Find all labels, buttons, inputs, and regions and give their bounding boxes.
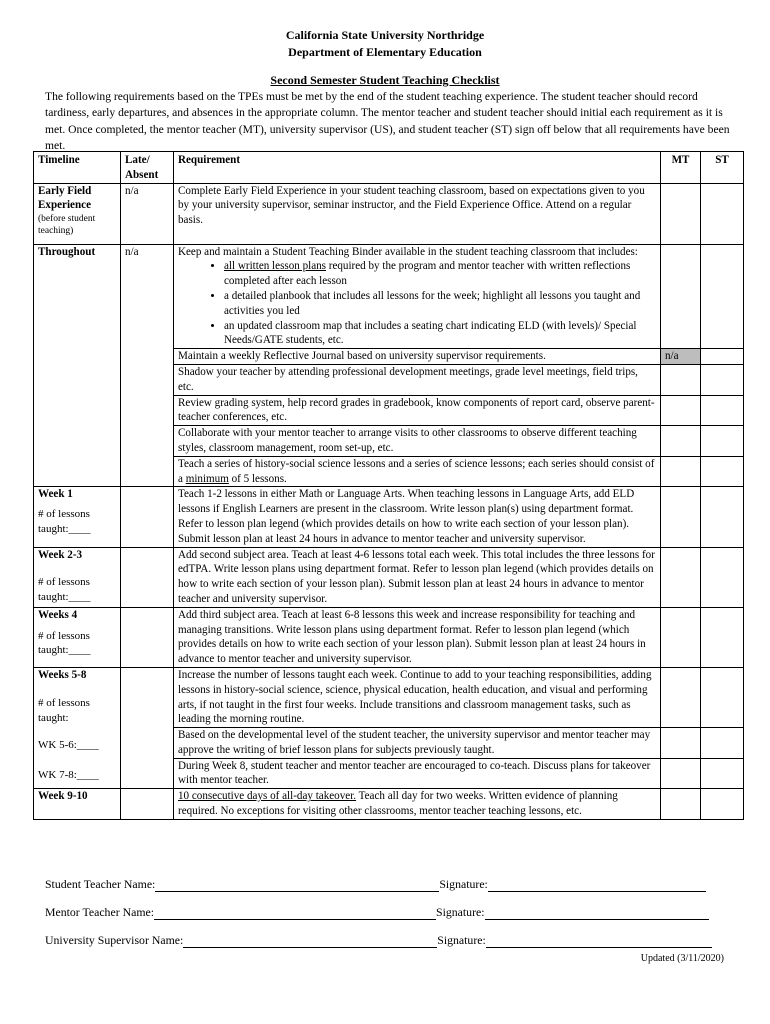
st-initial-cell[interactable] [701, 728, 744, 759]
col-requirement: Requirement [174, 152, 661, 184]
mt-initial-cell[interactable] [661, 728, 701, 759]
late-absent-cell[interactable] [121, 789, 174, 820]
mt-initial-cell[interactable] [661, 667, 701, 727]
university-name: California State University Northridge [285, 28, 485, 42]
student-signature-line [45, 877, 706, 892]
student-name-field[interactable] [155, 879, 439, 892]
mt-na-cell: n/a [661, 349, 701, 365]
mt-initial-cell[interactable] [661, 364, 701, 395]
late-absent-cell[interactable] [121, 547, 174, 607]
col-late-absent: Late/ Absent [121, 152, 174, 184]
table-row [34, 607, 744, 667]
binder-list [178, 259, 656, 348]
requirement-cell [174, 244, 661, 349]
timeline-title: Weeks 5-8 [38, 668, 87, 681]
checklist-title: Second Semester Student Teaching Checklist [270, 73, 500, 87]
st-initial-cell[interactable] [701, 456, 744, 487]
signature-label: Signature: [437, 933, 486, 947]
st-initial-cell[interactable] [701, 349, 744, 365]
mt-initial-cell[interactable] [661, 244, 701, 349]
timeline-cell [34, 607, 121, 667]
st-initial-cell[interactable] [701, 426, 744, 457]
st-initial-cell[interactable] [701, 244, 744, 349]
col-st: ST [701, 152, 744, 184]
st-initial-cell[interactable] [701, 364, 744, 395]
timeline-cell [34, 547, 121, 607]
supervisor-name-field[interactable] [183, 935, 437, 948]
binder-intro: Keep and maintain a Student Teaching Binder available in the student teaching classroom that includes: [178, 245, 638, 258]
late-absent-cell[interactable] [121, 667, 174, 788]
table-row [34, 183, 744, 244]
updated-date: Updated (3/11/2020) [640, 953, 724, 964]
col-mt: MT [661, 152, 701, 184]
timeline-cell [34, 667, 121, 788]
timeline-cell [34, 244, 121, 487]
st-initial-cell[interactable] [701, 395, 744, 426]
requirement-cell: Increase the number of lessons taught each week. Continue to add to your teaching responsibilities, adding lessons in history-social science, science, physical education, health education, and visual and performing arts, if not taught in the first four weeks. Include transitions and classroom management tasks, such as leading the morning routine. [174, 667, 661, 727]
lessons-taught: # of lessons taught:____ [38, 508, 91, 535]
requirement-cell: During Week 8, student teacher and mentor teacher are encouraged to co-teach. Discuss plans for takeover with mentor teacher. [174, 758, 661, 789]
supervisor-signature-line [45, 933, 712, 948]
supervisor-name-label: University Supervisor Name: [45, 933, 184, 947]
requirement-cell: Teach 1-2 lessons in either Math or Language Arts. When teaching lessons in Language Arts, add ELD lessons if English Learners are present in the classroom. Write lesson plan(s) using department format. Refer to lesson plan legend (which provides details on how to write each section of your lesson plan). Submit lesson plan at least 24 hours in advance to mentor teacher and university supervisor. [174, 487, 661, 547]
timeline-title: Weeks 4 [38, 608, 78, 621]
timeline-subtitle: (before student teaching) [38, 214, 96, 237]
takeover-underlined: 10 consecutive days of all-day takeover. [178, 790, 357, 803]
student-name-label: Student Teacher Name: [45, 877, 156, 891]
late-absent-cell[interactable] [121, 487, 174, 547]
requirement-cell: Add third subject area. Teach at least 6-8 lessons this week and increase responsibility for teaching and managing transitions. Write lesson plans using department format. Refer to lesson plan legend (which provides details on how to write each section of your lesson plan). Submit lesson plan at least 24 hours in advance to mentor teacher and university supervisor. [174, 607, 661, 667]
signature-label: Signature: [436, 905, 485, 919]
mentor-name-label: Mentor Teacher Name: [45, 905, 155, 919]
wk-5-6-count: WK 5-6:____ [38, 739, 99, 752]
table-row [34, 487, 744, 547]
requirement-cell: Maintain a weekly Reflective Journal based on university supervisor requirements. [174, 349, 661, 365]
table-header-row [34, 152, 744, 184]
lessons-taught: # of lessons taught:____ [38, 629, 91, 657]
mt-initial-cell[interactable] [661, 607, 701, 667]
table-row [34, 789, 744, 820]
mt-initial-cell[interactable] [661, 456, 701, 487]
timeline-cell [34, 183, 121, 244]
mentor-signature-field[interactable] [485, 907, 709, 920]
late-absent-cell: n/a [121, 244, 174, 487]
requirement-cell: Add second subject area. Teach at least 4-6 lessons total each week. This total includes the three lessons for edTPA. Write lesson plans using department format. Refer to lesson plan legend (which provides details on how to write each section of your lesson plan). Submit lesson plan at least 24 hours in advance to mentor teacher and university supervisor. [174, 547, 661, 607]
requirement-cell: Shadow your teacher by attending professional development meetings, grade level meetings, field trips, etc. [174, 364, 661, 395]
requirement-cell: Review grading system, help record grades in gradebook, know components of report card, observe parent-teacher conferences, etc. [174, 395, 661, 426]
st-initial-cell[interactable] [701, 487, 744, 547]
supervisor-signature-field[interactable] [486, 935, 712, 948]
requirement-cell: Complete Early Field Experience in your student teaching classroom, based on expectations given to you by your university supervisor, seminar instructor, and the Field Experience Office. Attend on a regular basis. [174, 183, 661, 244]
late-absent-cell: n/a [121, 183, 174, 244]
mentor-name-field[interactable] [154, 907, 436, 920]
st-initial-cell[interactable] [701, 758, 744, 789]
st-initial-cell[interactable] [701, 789, 744, 820]
table-row [34, 667, 744, 727]
checklist-table [33, 151, 744, 820]
series-underlined: minimum [185, 472, 229, 485]
requirement-cell: Based on the developmental level of the student teacher, the university supervisor and mentor teacher may approve the writing of brief lesson plans for subjects previously taught. [174, 728, 661, 759]
mt-initial-cell[interactable] [661, 183, 701, 244]
timeline-cell [34, 487, 121, 547]
takeover-text: Teach all day for two weeks. Written evidence of planning required. No exceptions for visiting other classrooms, mentor teacher teaching lessons, etc. [178, 790, 618, 818]
requirement-cell [174, 789, 661, 820]
list-item: • a detailed planbook that includes all lessons for the week; highlight all lessons you taught and activities you led [224, 289, 656, 319]
timeline-title: Week 9-10 [38, 790, 88, 803]
timeline-title: Week 2-3 [38, 548, 83, 561]
timeline-title: Week 1 [38, 488, 73, 501]
mt-initial-cell[interactable] [661, 487, 701, 547]
list-item [224, 259, 656, 289]
table-row [34, 547, 744, 607]
student-signature-field[interactable] [488, 879, 706, 892]
department-name: Department of Elementary Education [288, 45, 482, 59]
st-initial-cell[interactable] [701, 667, 744, 727]
timeline-cell [34, 789, 121, 820]
timeline-title: Early Field Experience [38, 184, 92, 212]
mt-initial-cell[interactable] [661, 758, 701, 789]
series-text: Teach a series of history-social science lessons and a series of science lessons; each series should consist of a [178, 457, 655, 485]
series-text-end: of 5 lessons. [228, 472, 287, 485]
requirement-cell: Collaborate with your mentor teacher to arrange visits to other classrooms to observe different teaching styles, classroom management, room set-up, etc. [174, 426, 661, 457]
timeline-title: Throughout [38, 245, 96, 258]
mt-initial-cell[interactable] [661, 789, 701, 820]
mentor-signature-line [45, 905, 709, 920]
bullet-underlined: all written lesson plans [224, 260, 326, 273]
col-timeline: Timeline [34, 152, 121, 184]
table-row [34, 244, 744, 349]
requirement-cell [174, 456, 661, 487]
intro-paragraph: The following requirements based on the TPEs must be met by the end of the student teaching experience. The student teacher should record tardiness, early departures, and absences in the appropriate column. The mentor teacher and student teacher should initial each requirement as it is met. Once completed, the mentor teacher (MT), university supervisor (US), and student teacher (ST) sign off below that all requirements have been met. [45, 90, 730, 153]
mt-initial-cell[interactable] [661, 395, 701, 426]
mt-initial-cell[interactable] [661, 426, 701, 457]
lessons-taught: # of lessons taught: [38, 696, 90, 724]
signature-label: Signature: [439, 877, 488, 891]
late-absent-cell[interactable] [121, 607, 174, 667]
lessons-taught: # of lessons taught:____ [38, 576, 91, 604]
mt-initial-cell[interactable] [661, 547, 701, 607]
wk-7-8-count: WK 7-8:____ [38, 769, 99, 782]
bullet-text: required by the program and mentor teacher with written reflections completed after each lesson [224, 260, 631, 288]
list-item: • an updated classroom map that includes a seating chart indicating ELD (with levels)/ Special Needs/GATE students, etc. [224, 319, 656, 349]
st-initial-cell[interactable] [701, 607, 744, 667]
st-initial-cell[interactable] [701, 547, 744, 607]
st-initial-cell[interactable] [701, 183, 744, 244]
